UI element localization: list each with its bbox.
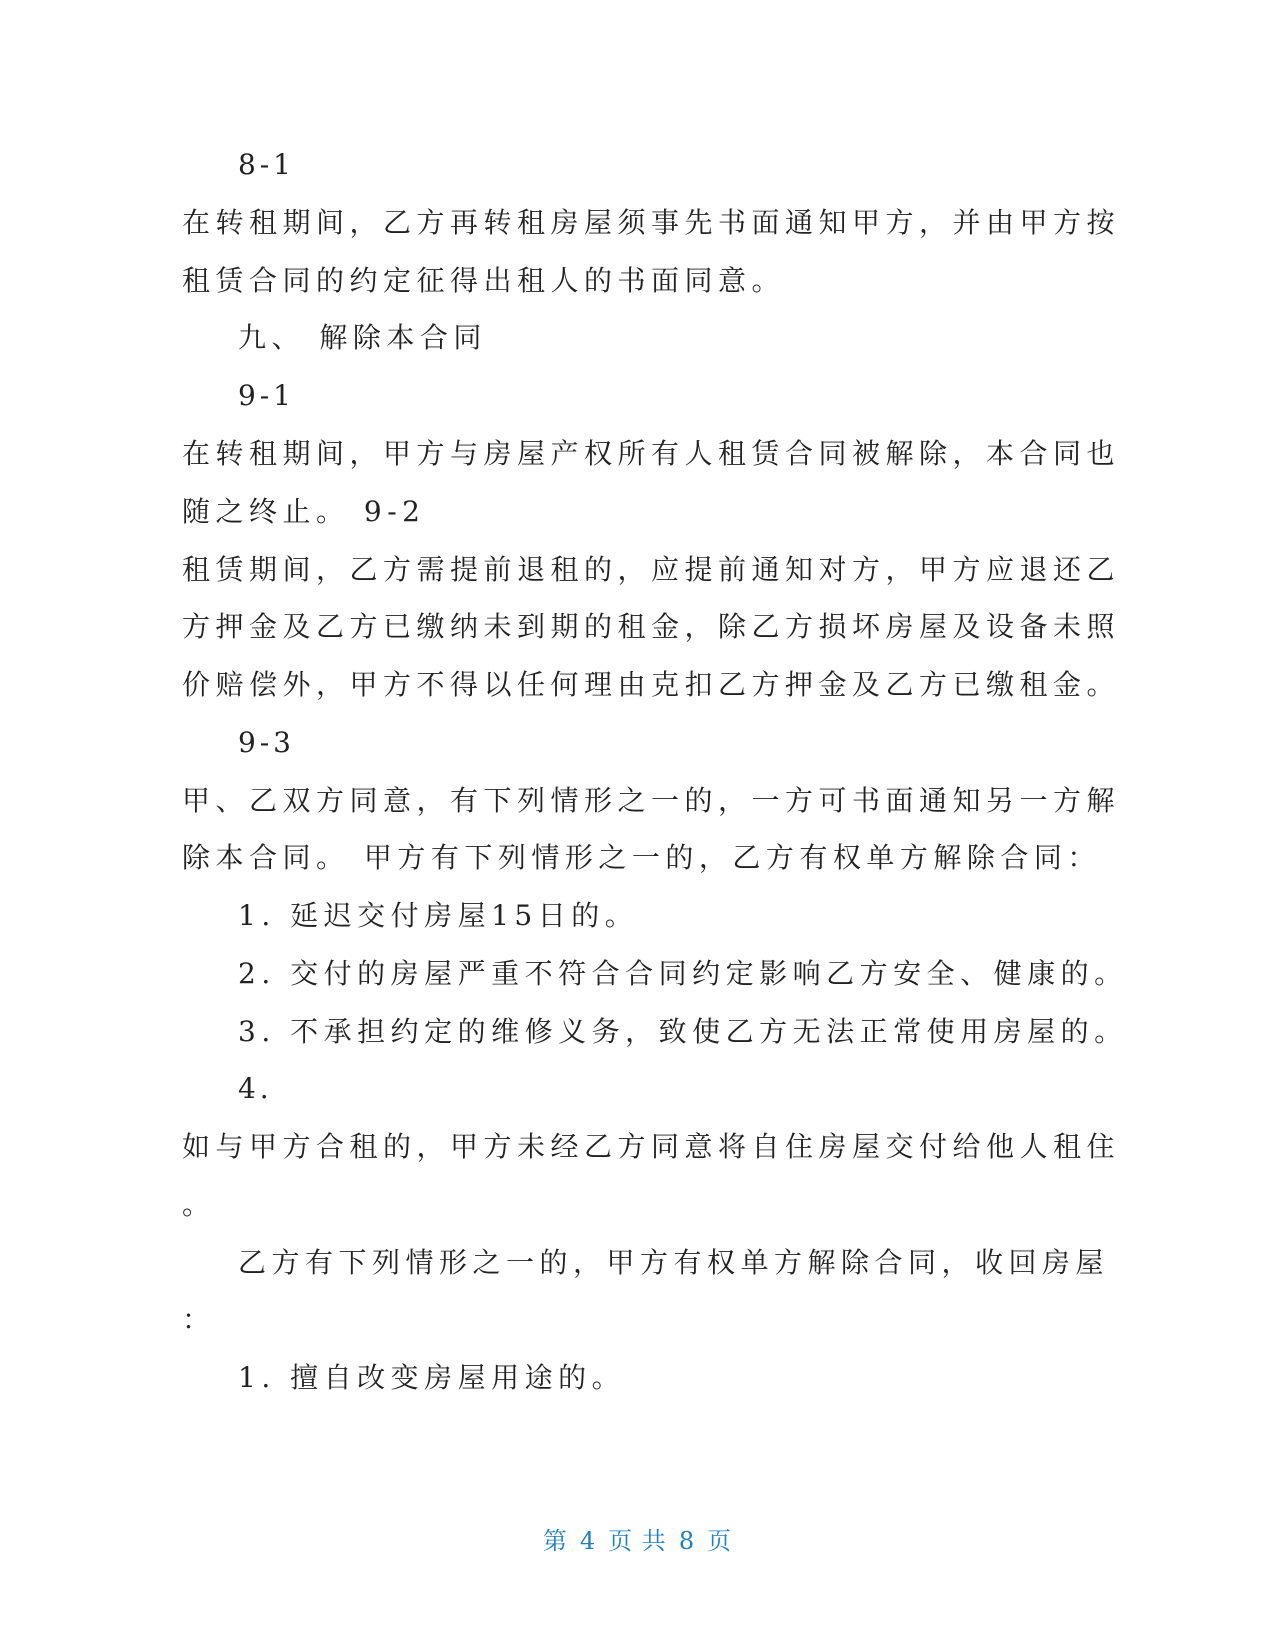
- footer-prefix: 第: [542, 1527, 568, 1555]
- body-text-line: 随之终止。 9-2: [182, 495, 426, 528]
- clause-number: 9-1: [238, 379, 295, 412]
- body-text-line: 乙方有下列情形之一的，甲方有权单方解除合同，收回房屋: [238, 1246, 1110, 1279]
- footer-middle: 页 共: [608, 1527, 667, 1555]
- body-text-line: 在转租期间，甲方与房屋产权所有人租赁合同被解除，本合同也: [182, 437, 1121, 470]
- current-page-number: 4: [579, 1527, 597, 1555]
- body-text-line: 在转租期间，乙方再转租房屋须事先书面通知甲方，并由甲方按: [182, 206, 1121, 239]
- body-text-line: 方押金及乙方已缴纳未到期的租金，除乙方损坏房屋及设备未照: [182, 610, 1121, 643]
- footer-suffix: 页: [707, 1527, 733, 1555]
- body-text-line: 租赁合同的约定征得出租人的书面同意。: [182, 264, 786, 297]
- section-heading: 九、 解除本合同: [238, 321, 487, 354]
- list-item: 2. 交付的房屋严重不符合合同约定影响乙方安全、健康的。: [238, 957, 1128, 990]
- list-item: 4.: [238, 1072, 273, 1105]
- body-text-line: 甲、乙双方同意，有下列情形之一的，一方可书面通知另一方解: [182, 784, 1121, 817]
- list-item: 1. 延迟交付房屋15日的。: [238, 899, 639, 932]
- list-item: 1. 擅自改变房屋用途的。: [238, 1361, 626, 1394]
- total-pages-number: 8: [678, 1527, 696, 1555]
- body-text-line: 租赁期间，乙方需提前退租的，应提前通知对方，甲方应退还乙: [182, 553, 1121, 586]
- clause-number: 8-1: [238, 148, 295, 181]
- body-text-line: 除本合同。 甲方有下列情形之一的，乙方有权单方解除合同：: [182, 841, 1101, 874]
- clause-number: 9-3: [238, 726, 295, 759]
- body-text-line: 价赔偿外，甲方不得以任何理由克扣乙方押金及乙方已缴租金。: [182, 668, 1121, 701]
- body-text-line: 如与甲方合租的，甲方未经乙方同意将自住房屋交付给他人租住: [182, 1130, 1121, 1163]
- page-footer: [0, 1525, 1275, 1557]
- body-text-line: 。: [182, 1188, 214, 1221]
- body-text-line: ：: [182, 1303, 214, 1336]
- list-item: 3. 不承担约定的维修义务，致使乙方无法正常使用房屋的。: [238, 1015, 1128, 1048]
